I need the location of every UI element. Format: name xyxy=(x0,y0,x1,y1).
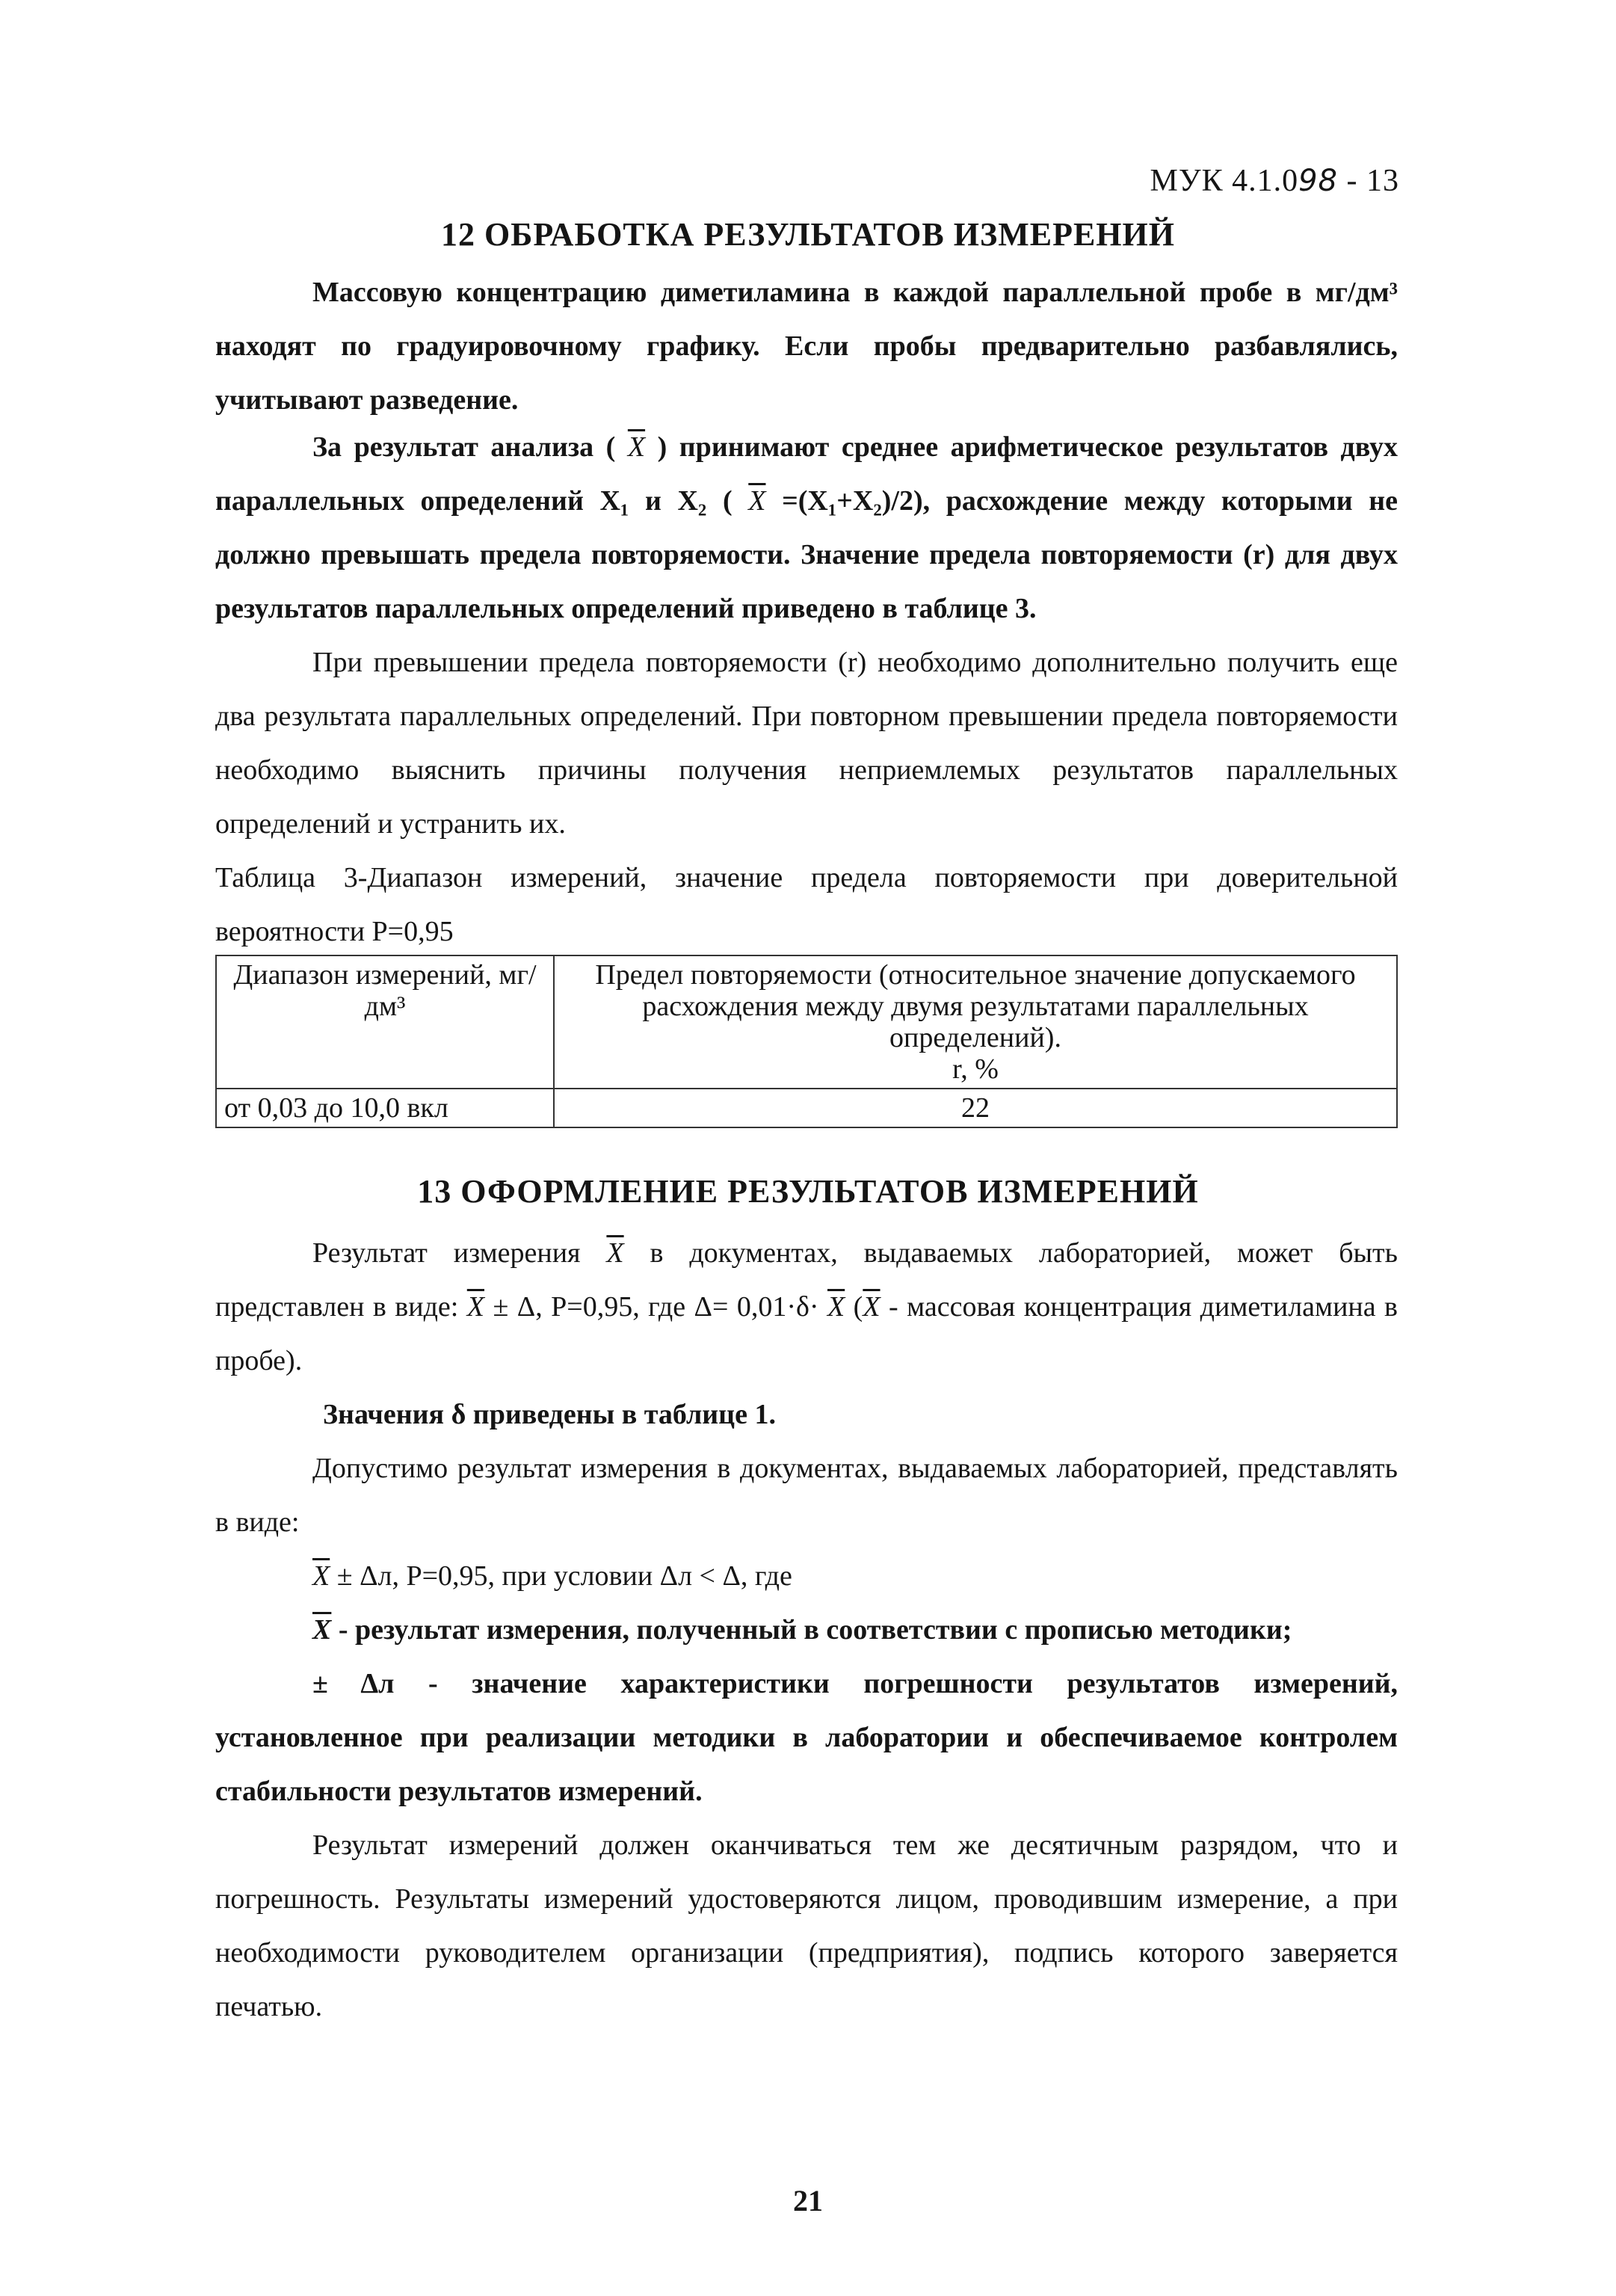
section-13-title: 13 ОФОРМЛЕНИЕ РЕЗУЛЬТАТОВ ИЗМЕРЕНИЙ xyxy=(417,1173,1199,1210)
table-3-caption: Таблица 3-Диапазон измерений, значение предела повторяемости при доверительной вероятности P=0,95 xyxy=(215,862,1398,947)
mean-symbol: $\overline{X}$ xyxy=(606,1237,624,1269)
mean-symbol: $\overline{X}$ xyxy=(748,485,766,517)
section-13-paragraph-4: $\overline{X} \pm \Delta л$, P=0,95, при условии Δл < Δ, где xyxy=(312,1560,792,1592)
section-12-paragraph-2: За результат анализа ( $\overline{X}$ ) принимают среднее арифметическое результатов двух параллельных определений X₁ и X₂ ( $\overline{X} =(X_1+X_2)/2$), расхождение между которыми не должно превышать предела повторяемости. Значение предела повторяемости (r) для двух результатов параллельных определений приведено в таблице 3. xyxy=(215,431,1398,624)
section-13-paragraph-3: Допустимо результат измерения в документах, выдаваемых лабораторией, представлять в виде: xyxy=(215,1453,1398,1538)
doc-number-handwritten: 98 xyxy=(1298,164,1338,198)
doc-suffix: - 13 xyxy=(1346,164,1399,198)
section-13-paragraph-7: Результат измерений должен оканчиваться тем же десятичным разрядом, что и погрешность. Результаты измерений удостоверяются лицом, проводившим измерение, а при необходимости руководителем организации (предприятия), подпись которого заверяется печатью. xyxy=(215,1829,1398,2022)
section-12-paragraph-3: При превышении предела повторяемости (r) необходимо дополнительно получить еще два результата параллельных определений. При повторном превышении предела повторяемости необходимо выяснить причины получения неприемлемых результатов параллельных определений и устранить их. xyxy=(215,647,1398,840)
document-header xyxy=(1150,163,1399,199)
table-row xyxy=(216,1089,1397,1127)
page-number: 21 xyxy=(793,2184,823,2217)
doc-number: МУК 4.1.0 xyxy=(1150,164,1299,198)
section-13-paragraph-6: ± Δл - значение характеристики погрешности результатов измерений, установленное при реализации методики в лаборатории и обеспечиваемое контролем стабильности результатов измерений. xyxy=(215,1668,1398,1807)
table-header-repeatability: Предел повторяемости (относительное значение допускаемого расхождения между двумя результатами параллельных определений). r, % xyxy=(554,955,1397,1089)
section-13-paragraph-5: $\overline{X}$ - результат измерения, полученный в соответствии с прописью методики; xyxy=(312,1614,1292,1646)
table-3 xyxy=(215,955,1398,1128)
table-cell-range: от 0,03 до 10,0 вкл xyxy=(216,1089,554,1127)
mean-symbol: $\overline{X}$ xyxy=(312,1560,330,1592)
table-header-range: Диапазон измерений, мг/дм³ xyxy=(216,955,554,1089)
section-12-paragraph-1: Массовую концентрацию диметиламина в каждой параллельной пробе в мг/дм³ находят по градуировочному графику. Если пробы предварительно разбавлялись, учитывают разведение. xyxy=(215,277,1398,416)
section-13-paragraph-1: Результат измерения $\overline{X}$ в документах, выдаваемых лабораторией, может быть представлен в виде: $\overline{X} \pm \Delta$, P=0,95, где $\Delta= 0,01\cdot\delta\cdot \overline{X}$ ($\overline{X}$ - массовая концентрация диметиламина в пробе). xyxy=(215,1237,1398,1376)
table-cell-value: 22 xyxy=(554,1089,1397,1127)
section-12-title: 12 ОБРАБОТКА РЕЗУЛЬТАТОВ ИЗМЕРЕНИЙ xyxy=(441,216,1175,253)
mean-symbol: $\overline{X}$ xyxy=(863,1291,881,1323)
section-13-paragraph-2: Значения δ приведены в таблице 1. xyxy=(323,1399,776,1430)
mean-symbol: $\overline{X}$ xyxy=(627,431,646,463)
mean-symbol: $\overline{X}$ xyxy=(312,1614,332,1646)
mean-symbol: $\overline{X}$ xyxy=(466,1291,484,1323)
table-header-row xyxy=(216,955,1397,1089)
mean-symbol: $\overline{X}$ xyxy=(827,1291,845,1323)
